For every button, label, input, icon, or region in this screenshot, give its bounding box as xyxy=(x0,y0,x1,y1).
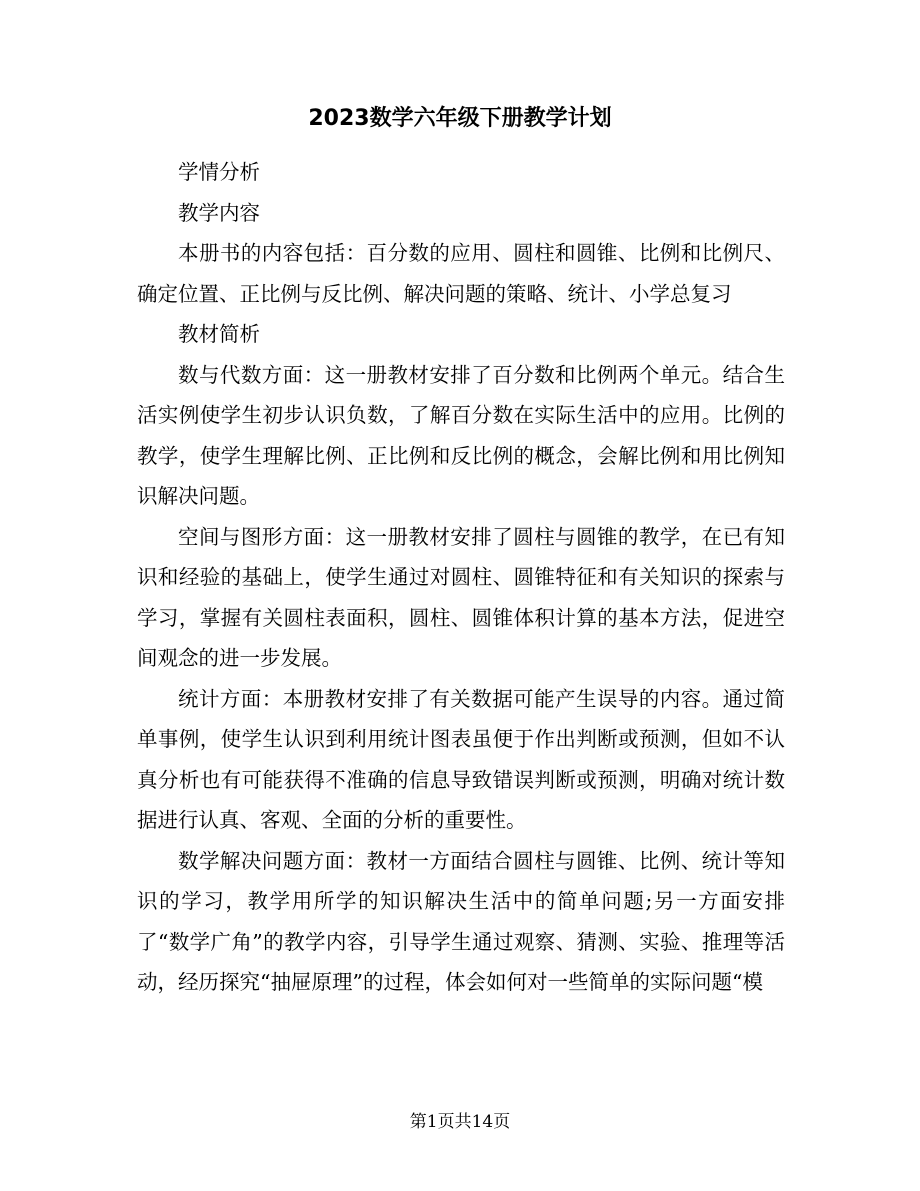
document-body xyxy=(137,152,785,1003)
paragraph: 空间与图形方面：这一册教材安排了圆柱与圆锥的教学，在已有知识和经验的基础上，使学生通过对圆柱、圆锥特征和有关知识的探索与学习，掌握有关圆柱表面积，圆柱、圆锥体积计算的基本方法，促进空间观念的进一步发展。 xyxy=(137,524,785,670)
paragraph-section-heading: 教材简析 xyxy=(178,322,260,346)
paragraph-section-heading: 学情分析 xyxy=(178,160,260,184)
document-title: 2023数学六年级下册教学计划 xyxy=(308,106,612,131)
paragraph: 数学解决问题方面：教材一方面结合圆柱与圆锥、比例、统计等知识的学习，教学用所学的知识解决生活中的简单问题;另一方面安排了“数学广角”的教学内容，引导学生通过观察、猜测、实验、推理等活动，经历探究“抽屉原理”的过程，体会如何对一些简单的实际问题“模 xyxy=(137,848,785,994)
paragraph: 本册书的内容包括：百分数的应用、圆柱和圆锥、比例和比例尺、确定位置、正比例与反比例、解决问题的策略、统计、小学总复习 xyxy=(137,241,785,306)
page-number: 第1页共14页 xyxy=(409,1112,511,1132)
paragraph: 统计方面：本册教材安排了有关数据可能产生误导的内容。通过简单事例，使学生认识到利用统计图表虽便于作出判断或预测，但如不认真分析也有可能获得不准确的信息导致错误判断或预测，明确对统计数据进行认真、客观、全面的分析的重要性。 xyxy=(137,686,785,832)
paragraph-section-heading: 教学内容 xyxy=(178,200,260,225)
paragraph: 数与代数方面：这一册教材安排了百分数和比例两个单元。结合生活实例使学生初步认识负数，了解百分数在实际生活中的应用。比例的教学，使学生理解比例、正比例和反比例的概念，会解比例和用比例知识解决问题。 xyxy=(137,362,785,508)
